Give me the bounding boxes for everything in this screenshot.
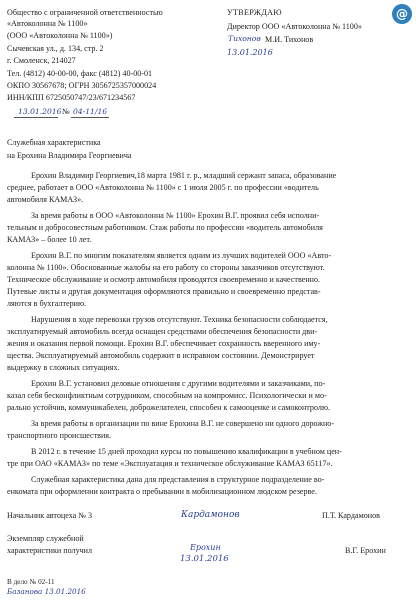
receipt-name: В.Г. Ерохин bbox=[345, 546, 386, 555]
director-name: М.И. Тихонов bbox=[265, 35, 314, 44]
doc-number-label: № bbox=[62, 107, 70, 116]
body-line: жения и оказания первой помощи. Ерохин В.Г. обеспечивает сохранность вверенного иму- bbox=[7, 339, 321, 348]
body-line: КАМАЗ» – более 10 лет. bbox=[7, 235, 92, 244]
body-line: За время работы в ООО «Автоколонна № 1100» Ерохин В.Г. проявил себя исполни- bbox=[31, 211, 320, 220]
body-line: Служебная характеристика дана для представления в структурное подразделение во- bbox=[31, 475, 325, 484]
doc-number: 04-11/16 bbox=[73, 107, 108, 116]
signoff-position: Начальник автоцеха № 3 bbox=[7, 511, 93, 520]
signoff-name: П.Т. Кардамонов bbox=[322, 511, 380, 520]
receipt-line: характеристики получил bbox=[7, 546, 93, 555]
body-line: В 2012 г. в течение 15 дней проходил курсы по повышению квалификации в учебном цен- bbox=[31, 447, 342, 456]
sender-line: (ООО «Автоколонна № 1100») bbox=[7, 31, 113, 40]
director-signature: Тихонов bbox=[228, 34, 261, 43]
receipt-line: Экземпляр служебной bbox=[7, 534, 84, 543]
approval-position: Директор ООО «Автоколонна № 1100» bbox=[227, 22, 362, 31]
sender-line: ОКПО 30567678; ОГРН 3056725357000024 bbox=[7, 81, 157, 90]
body-line: колонна № 1100». Обоснованные жалобы на его работу со стороны заказчиков отсутствуют. bbox=[7, 263, 325, 272]
body-line: Ерохин Владимир Георгиевич,18 марта 1981 г. р., младший сержант запаса, образование bbox=[31, 171, 337, 180]
body-line: Ерохин В.Г. по многим показателям является одним из лучших водителей ООО «Авто- bbox=[31, 251, 332, 260]
body-line: За время работы в организации по вине Ерохина В.Г. не совершено ни одного дорожно- bbox=[31, 419, 335, 428]
approval-title: УТВЕРЖДАЮ bbox=[227, 8, 282, 17]
body-line: транспортного происшествия. bbox=[7, 431, 112, 440]
heading-subject: на Ерохина Владимира Георгиевича bbox=[7, 151, 132, 160]
body-line: Техническое обслуживание и осмотр автомобиля проводятся своевременно и качественно. bbox=[7, 275, 321, 284]
body-line: рально устойчив, коммуникабелен, доброжелателен, способен к самооценке и самоконтролю. bbox=[7, 403, 331, 412]
body-line: Ерохин В.Г. установил деловые отношения с другими водителями и заказчиками, по- bbox=[31, 379, 326, 388]
body-line: автомобиля КАМАЗ». bbox=[7, 195, 84, 204]
body-line: щества. Эксплуатируемый автомобиль содержит в исправном состоянии. Демонстрирует bbox=[7, 351, 315, 360]
sender-line: «Автоколонна № 1100» bbox=[7, 19, 88, 28]
receipt-signature: Ерохин bbox=[190, 543, 221, 552]
site-logo: @ bbox=[392, 4, 412, 24]
sender-line: Общество с ограниченной ответственностью bbox=[7, 8, 163, 17]
body-line: Нарушения в ходе перевозки грузов отсутствуют. Техника безопасности соблюдается, bbox=[31, 315, 328, 324]
body-line: среднее, работает в ООО «Автоколонна № 1100» с 1 июля 2005 г. по профессии «водитель bbox=[7, 183, 319, 192]
body-line: казал себя бесконфликтным сотрудником, способным на компромисс. Психологически и мо- bbox=[7, 391, 327, 400]
body-line: ляются в бухгалтерию. bbox=[7, 299, 87, 308]
heading-title: Служебная характеристика bbox=[7, 138, 101, 147]
doc-date: 13.01.2016 bbox=[18, 107, 62, 116]
sender-line: Тел. (4812) 40-00-00, факс (4812) 40-00-01 bbox=[7, 69, 153, 78]
sender-line: г. Смоленск, 214027 bbox=[7, 56, 76, 65]
filing-clerk: Базанова 13.01.2016 bbox=[7, 587, 86, 596]
signoff-signature: Кардамонов bbox=[181, 510, 240, 520]
sender-line: ИНН/КПП 6725050747/23/671234567 bbox=[7, 93, 136, 102]
body-line: тре при ОАО «КАМАЗ» по теме «Эксплуатация и техническое обслуживание КАМАЗ 65117». bbox=[7, 459, 333, 468]
receipt-date: 13.01.2016 bbox=[180, 554, 229, 564]
body-line: выдержку в сложных ситуациях. bbox=[7, 363, 120, 372]
body-line: енкомата при оформлении контракта о пребывании в мобилизационном людском резерве. bbox=[7, 487, 317, 496]
sender-line: Сычевская ул., д. 134, стр. 2 bbox=[7, 44, 104, 53]
filing-case: В дело № 02-11 bbox=[7, 578, 55, 586]
approval-date: 13.01.2016 bbox=[227, 48, 273, 57]
body-line: эксплуатируемый автомобиль всегда оснащен средствами обеспечения безопасности дви- bbox=[7, 327, 318, 336]
body-line: Путевые листы и другая документация оформляются правильно и своевременно представ- bbox=[7, 287, 321, 296]
body-line: тельным и добросовестным работником. Стаж работы по профессии «водитель автомобиля bbox=[7, 223, 323, 232]
